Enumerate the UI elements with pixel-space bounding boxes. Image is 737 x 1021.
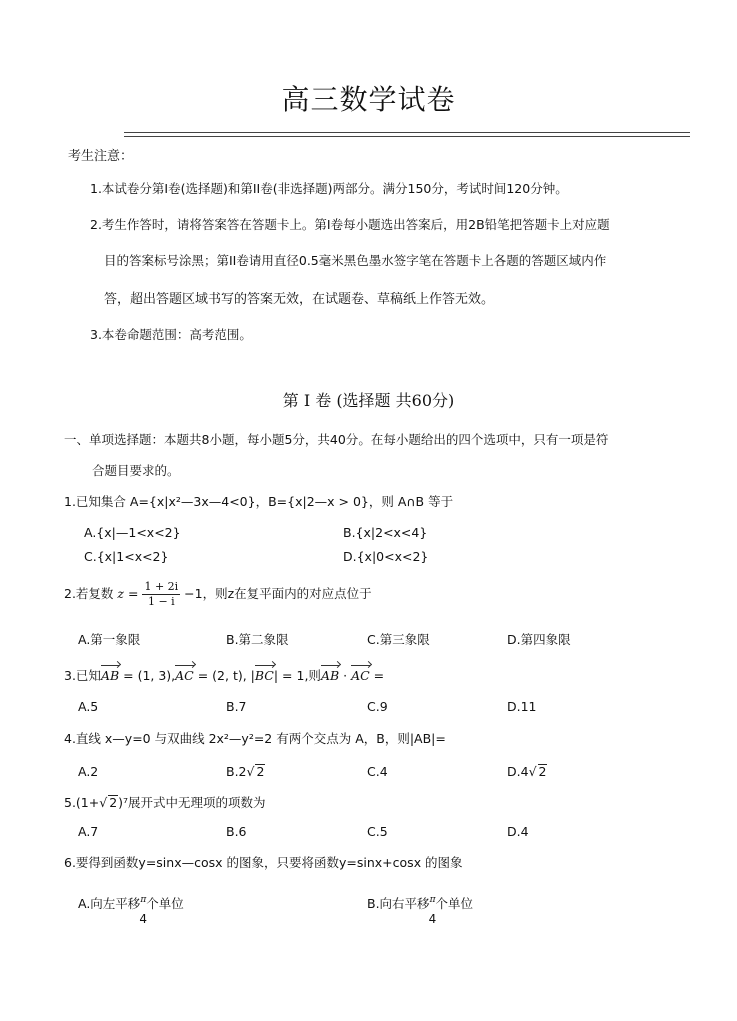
pi-symbol: π — [429, 895, 436, 905]
question-4-option-d — [507, 764, 547, 779]
question-5-stem-a: 5.(1+ — [64, 795, 100, 810]
question-6-option-b — [367, 894, 473, 926]
question-6-option-a-denominator: 4 — [139, 912, 147, 926]
question-2-denominator: 1 − i — [147, 595, 175, 608]
exam-title: 高三数学试卷 — [281, 83, 456, 116]
question-2-prefix: 2.若复数 — [64, 586, 114, 601]
notice-heading: 考生注意： — [68, 149, 134, 164]
question-4-option-c: C.4 — [367, 764, 388, 779]
question-2-fraction — [142, 580, 180, 609]
question-3-eq4: = — [369, 668, 385, 683]
radical-sign: √ — [246, 764, 255, 779]
question-5-stem — [64, 793, 266, 811]
notice-item-3: 3.本卷命题范围：高考范围。 — [90, 327, 252, 342]
question-5-stem-b: )⁷展开式中无理项的项数为 — [118, 795, 266, 810]
question-4-option-d-radicand: 2 — [538, 764, 547, 779]
question-5-option-c: C.5 — [367, 824, 388, 839]
question-4-option-b — [226, 764, 265, 779]
part1-instructions-line-2: 合题目要求的。 — [92, 463, 180, 478]
pi-symbol: π — [140, 895, 147, 905]
question-1-stem: 1.已知集合 A={x|x²—3x—4<0}，B={x|2—x > 0}，则 A∩B 等于 — [64, 494, 454, 509]
question-4-option-d-prefix: D.4 — [507, 764, 529, 779]
question-2-numerator: 1 + 2i — [144, 580, 179, 593]
question-5-option-d: D.4 — [507, 824, 529, 839]
part1-instructions-line-1: 一、单项选择题：本题共8小题，每小题5分，共40分。在每小题给出的四个选项中，只有一项是符 — [64, 432, 609, 447]
question-1-option-d: D.{x|0<x<2} — [343, 549, 429, 564]
question-2-option-c: C.第三象限 — [367, 632, 430, 647]
radical-sign: √ — [99, 795, 108, 810]
question-3-option-c: C.9 — [367, 699, 388, 714]
question-1-option-c: C.{x|1<x<2} — [84, 549, 169, 564]
question-3-stem — [64, 666, 384, 684]
question-3-eq3: | = 1,则 — [273, 668, 321, 683]
vector-bc: BC — [254, 668, 274, 683]
title-rule-bottom — [124, 136, 690, 137]
radical-sign: √ — [528, 764, 537, 779]
question-3-option-a: A.5 — [78, 699, 99, 714]
question-2-option-b: B.第二象限 — [226, 632, 289, 647]
question-3-eq1: = (1, 3), — [119, 668, 176, 683]
question-6-stem: 6.要得到函数y=sinx—cosx 的图象，只要将函数y=sinx+cosx 的图象 — [64, 855, 463, 870]
question-5-radicand: 2 — [109, 795, 118, 810]
question-3-eq2: = (2, t), | — [193, 668, 255, 683]
question-5-option-a: A.7 — [78, 824, 99, 839]
question-5-option-b: B.6 — [226, 824, 247, 839]
section-title: 第 I 卷 (选择题 共60分) — [282, 391, 455, 410]
title-rule-top — [124, 132, 690, 133]
question-6-option-b-denominator: 4 — [428, 912, 437, 926]
question-4-stem: 4.直线 x—y=0 与双曲线 2x²—y²=2 有两个交点为 A，B，则|AB|= — [64, 731, 446, 746]
question-6-option-a — [78, 894, 184, 926]
notice-item-2-line-3: 答，超出答题区域书写的答案无效，在试题卷、草稿纸上作答无效。 — [104, 292, 495, 307]
question-4-option-b-radicand: 2 — [256, 764, 265, 779]
question-2-option-a: A.第一象限 — [78, 632, 141, 647]
vector-ab-second: AB — [320, 668, 340, 683]
question-4-option-a: A.2 — [78, 764, 99, 779]
vector-ab: AB — [100, 668, 120, 683]
question-3-prefix: 3.已知 — [64, 668, 101, 683]
question-2-z: z = — [117, 586, 139, 601]
question-6-option-a-unit: 个单位 — [146, 896, 184, 911]
question-6-option-b-fraction — [428, 895, 437, 926]
question-1-option-a: A.{x|—1<x<2} — [84, 525, 181, 540]
notice-item-2-line-1: 2.考生作答时，请将答案答在答题卡上。第I卷每小题选出答案后，用2B铅笔把答题卡上对应题 — [90, 217, 610, 232]
question-1-option-b: B.{x|2<x<4} — [343, 525, 428, 540]
question-3-option-b: B.7 — [226, 699, 247, 714]
question-6-option-a-text: A.向左平移 — [78, 896, 141, 911]
vector-ac-second: AC — [351, 668, 370, 683]
question-6-option-b-unit: 个单位 — [435, 896, 473, 911]
question-2-stem — [64, 576, 372, 612]
question-2-tail: −1，则z在复平面内的对应点位于 — [184, 586, 372, 601]
question-6-option-a-fraction — [139, 895, 147, 926]
question-2-option-d: D.第四象限 — [507, 632, 571, 647]
question-3-dot: · — [339, 668, 352, 683]
vector-ac: AC — [175, 668, 194, 683]
notice-item-1: 1.本试卷分第I卷(选择题)和第II卷(非选择题)两部分。满分150分，考试时间120分钟。 — [90, 181, 568, 196]
question-3-option-d: D.11 — [507, 699, 537, 714]
notice-item-2-line-2: 目的答案标号涂黑；第II卷请用直径0.5毫米黑色墨水签字笔在答题卡上各题的答题区域内作 — [104, 253, 607, 268]
question-4-option-b-prefix: B.2 — [226, 764, 247, 779]
question-6-option-b-text: B.向右平移 — [367, 896, 430, 911]
